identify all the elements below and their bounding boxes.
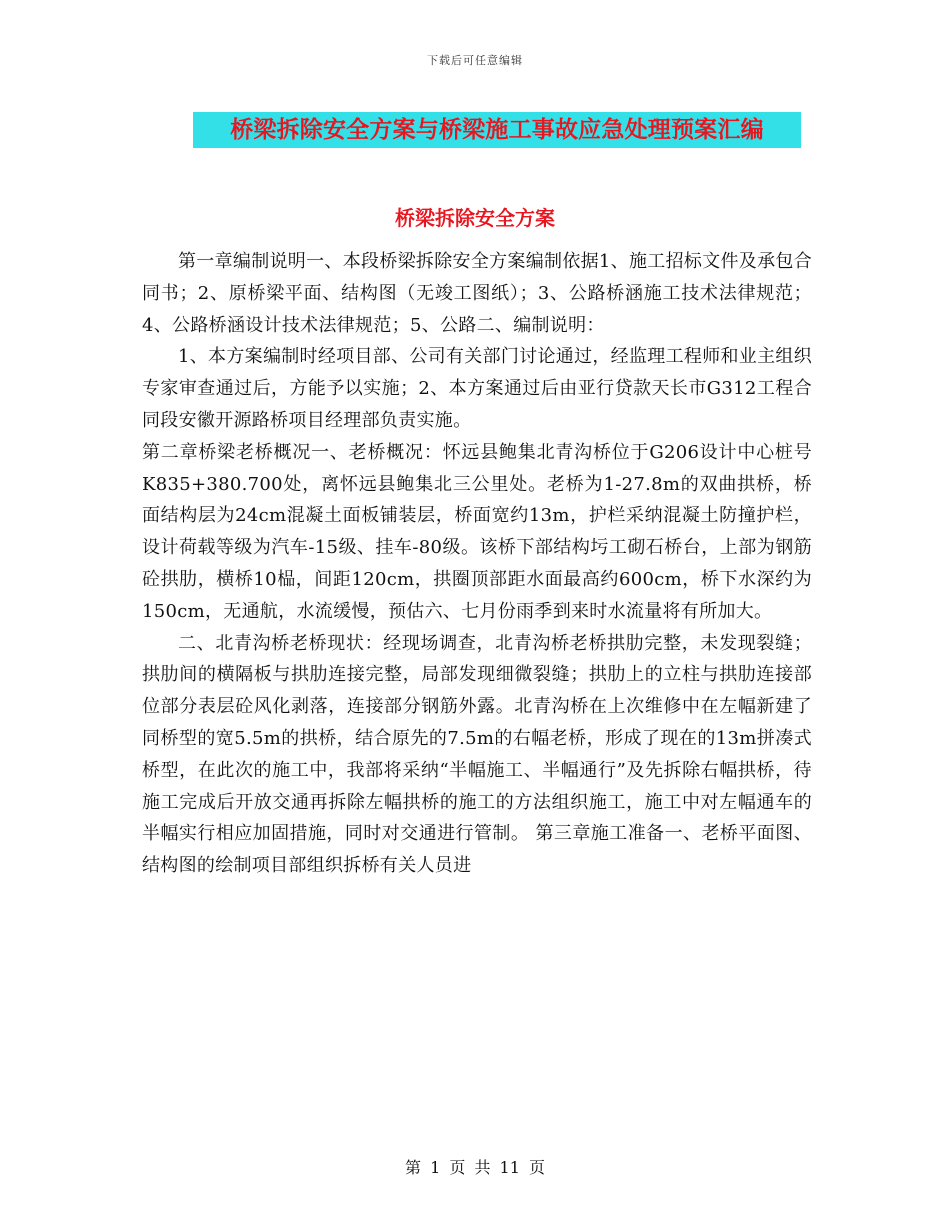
document-body [142, 246, 812, 882]
page-header-note: 下载后可任意编辑 [427, 54, 523, 67]
paragraph-chapter-one: 第一章编制说明一、本段桥梁拆除安全方案编制依据1、施工招标文件及承包合同书；2、原桥梁平面、结构图（无竣工图纸）；3、公路桥涵施工技术法律规范；4、公路桥涵设计技术法律规范；5、公路二、编制说明： [142, 251, 812, 336]
paragraph-bridge-overview: 第二章桥梁老桥概况一、老桥概况：怀远县鲍集北青沟桥位于G206设计中心桩号K835+380.700处，离怀远县鲍集北三公里处。老桥为1-27.8m的双曲拱桥，桥面结构层为24cm混凝土面板铺装层，桥面宽约13m，护栏采纳混凝土防撞护栏，设计荷载等级为汽车-15级、挂车-80级。该桥下部结构圬工砌石桥台，上部为钢筋砼拱肋，横桥10榀，间距120cm，拱圈顶部距水面最高约600cm，桥下水深约为150cm，无通航，水流缓慢，预估六、七月份雨季到来时水流量将有所加大。 [142, 441, 812, 622]
page-number: 第 1 页 共 11 页 [405, 1158, 545, 1177]
paragraph-bridge-status: 二、北青沟桥老桥现状：经现场调查，北青沟桥老桥拱肋完整，未发现裂缝；拱肋间的横隔板与拱肋连接完整，局部发现细微裂缝；拱肋上的立柱与拱肋连接部位部分表层砼风化剥落，连接部分钢筋外露。北青沟桥在上次维修中在左幅新建了同桥型的宽5.5m的拱桥，结合原先的7.5m的右幅老桥，形成了现在的13m拼凑式桥型，在此次的施工中，我部将采纳“半幅施工、半幅通行”及先拆除右幅拱桥，待施工完成后开放交通再拆除左幅拱桥的施工的方法组织施工，施工中对左幅通车的半幅实行相应加固措施，同时对交通进行管制。 第三章施工准备一、老桥平面图、结构图的绘制项目部组织拆桥有关人员进 [142, 632, 812, 877]
paragraph-compilation-notes: 1、本方案编制时经项目部、公司有关部门讨论通过，经监理工程师和业主组织专家审查通过后，方能予以实施；2、本方案通过后由亚行贷款天长市G312工程合同段安徽开源路桥项目经理部负责实施。 [142, 346, 812, 431]
main-title-highlight [193, 112, 801, 148]
document-title: 桥梁拆除安全方案与桥梁施工事故应急处理预案汇编 [230, 117, 764, 143]
section-title: 桥梁拆除安全方案 [395, 206, 555, 230]
